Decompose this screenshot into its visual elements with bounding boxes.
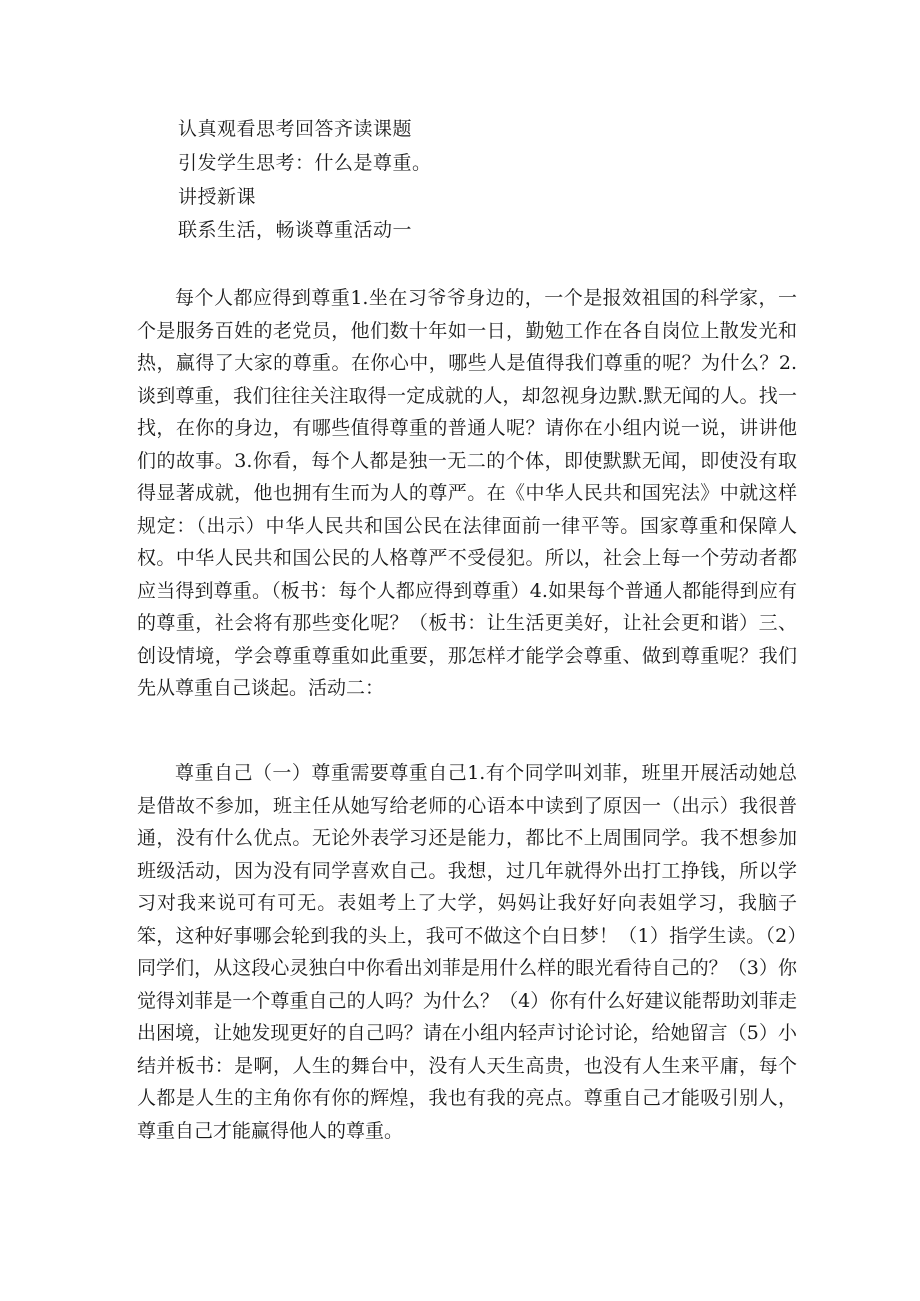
body-paragraph: 每个人都应得到尊重1.坐在习爷爷身边的，一个是报效祖国的科学家，一个是服务百姓的老党员，他们数十年如一日，勤勉工作在各自岗位上散发光和热，赢得了大家的尊重。在你心中，哪些人是值得我们尊重的呢？为什么？2.谈到尊重，我们往往关注取得一定成就的人，却忽视身边默.默无闻的人。找一找，在你的身边，有哪些值得尊重的普通人呢？请你在小组内说一说，讲讲他们的故事。3.你看，每个人都是独一无二的个体，即使默默无闻，即使没有取得显著成就，他也拥有生而为人的尊严。在《中华人民共和国宪法》中就这样规定：（出示）中华人民共和国公民在法律面前一律平等。国家尊重和保障人权。中华人民共和国公民的人格尊严不受侵犯。所以，社会上每一个劳动者都应当得到尊重。（板书：每个人都应得到尊重）4.如果每个普通人都能得到应有的尊重，社会将有那些变化呢？（板书：让生活更美好，让社会更和谐）三、创设情境，学会尊重尊重如此重要，那怎样才能学会尊重、做到尊重呢？我们先从尊重自己谈起。活动二： — [137, 287, 797, 699]
section-heading: 讲授新课 — [178, 186, 257, 208]
text-line: 认真观看思考回答齐读课题 — [178, 118, 413, 140]
text-line: 引发学生思考：什么是尊重。 — [178, 152, 432, 174]
text-line: 联系生活，畅谈尊重活动一 — [178, 219, 413, 241]
body-paragraph: 尊重自己（一）尊重需要尊重自己1.有个同学叫刘菲，班里开展活动她总是借故不参加，班主任从她写给老师的心语本中读到了原因一（出示）我很普通，没有什么优点。无论外表学习还是能力，都比不上周围同学。我不想参加班级活动，因为没有同学喜欢自己。我想，过几年就得外出打工挣钱，所以学习对我来说可有可无。表姐考上了大学，妈妈让我好好向表姐学习，我脑子笨，这种好事哪会轮到我的头上，我可不做这个白日梦！（1）指学生读。（2）同学们，从这段心灵独白中你看出刘菲是用什么样的眼光看待自己的？（3）你觉得刘菲是一个尊重自己的人吗？为什么？（4）你有什么好建议能帮助刘菲走出困境，让她发现更好的自己吗？请在小组内轻声讨论讨论，给她留言（5）小结并板书：是啊，人生的舞台中，没有人天生高贵，也没有人生来平庸，每个人都是人生的主角你有你的辉煌，我也有我的亮点。尊重自己才能吸引别人，尊重自己才能赢得他人的尊重。 — [137, 762, 797, 1142]
